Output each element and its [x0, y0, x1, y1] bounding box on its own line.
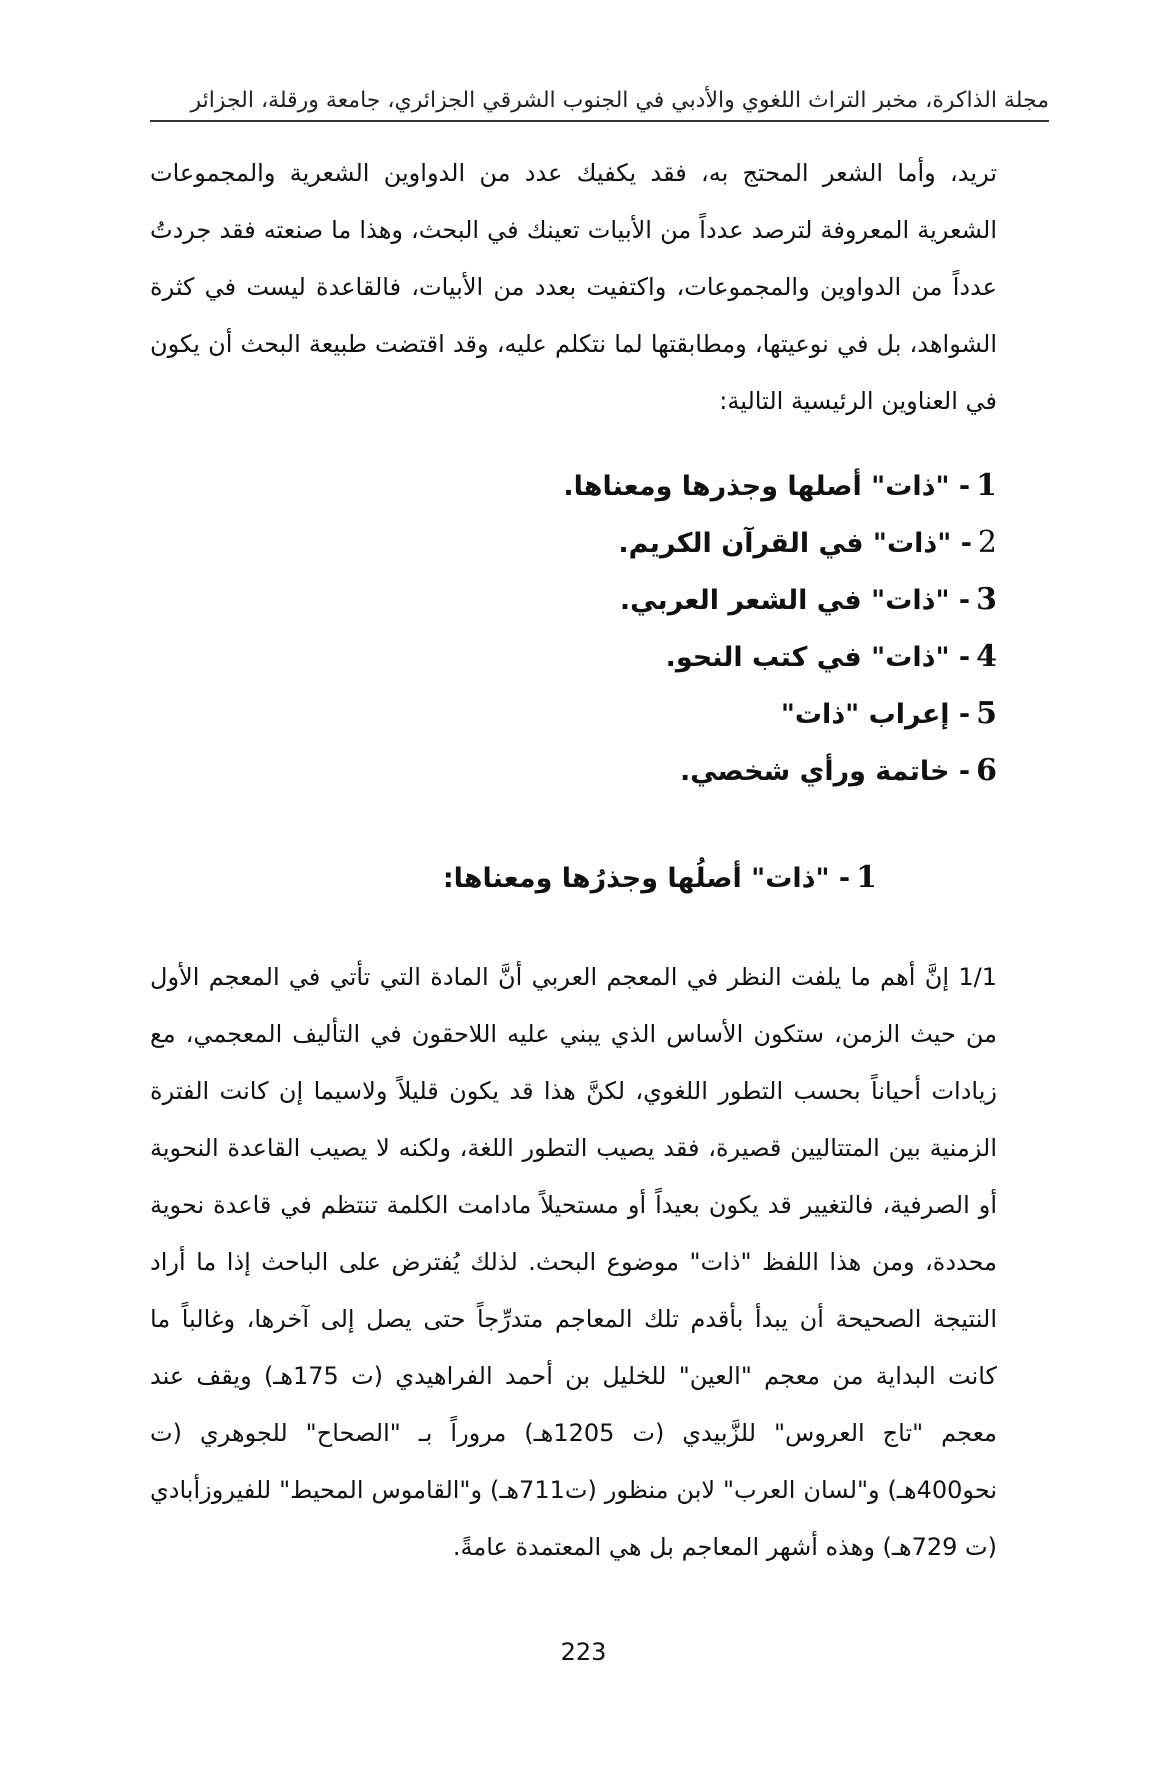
- page-number: 223: [560, 1638, 607, 1666]
- outline-item-number: 4: [976, 639, 997, 674]
- outline-item-text: - "ذات" في كتب النحو.: [665, 642, 971, 673]
- outline-item: [150, 458, 997, 515]
- outline-item-number: 1: [976, 468, 997, 503]
- outline-item-text: - "ذات" في القرآن الكريم.: [618, 528, 972, 559]
- outline-item: [150, 515, 997, 572]
- outline-item-number: 3: [976, 582, 997, 617]
- section-heading-text: - "ذات" أصلُها وجذرُها ومعناها:: [442, 863, 851, 894]
- outline-item-text: - "ذات" أصلها وجذرها ومعناها.: [563, 471, 971, 502]
- section-heading-number: 1: [856, 860, 877, 895]
- outline-item-text: - إعراب "ذات": [780, 699, 971, 730]
- running-header: مجلة الذاكرة، مخبر التراث اللغوي والأدبي في الجنوب الشرقي الجزائري، جامعة ورقلة، الجزائر: [150, 86, 1049, 122]
- outline-item: [150, 629, 997, 686]
- intro-paragraph: تريد، وأما الشعر المحتج به، فقد يكفيك عدد من الدواوين الشعرية والمجموعات الشعرية المعروفة لترصد عدداً من الأبيات تعينك في البحث، وهذا ما صنعته فقد جردتُ عدداً من الدواوين والمجموعات، واكتفيت بعدد من الأبيات، فالقاعدة ليست في كثرة الشواهد، بل في نوعيتها، ومطابقتها لما نتكلم عليه، وقد اقتضت طبيعة البحث أن يكون في العناوين الرئيسية التالية:: [150, 159, 997, 415]
- outline-item: [150, 743, 997, 800]
- outline-item: [150, 572, 997, 629]
- outline-item: [150, 686, 997, 743]
- outline-item-number: 6: [976, 753, 997, 788]
- outline-item-text: - خاتمة ورأي شخصي.: [679, 756, 971, 787]
- outline-item-number: 5: [976, 696, 997, 731]
- body-paragraph: 1/1 إنَّ أهم ما يلفت النظر في المعجم العربي أنَّ المادة التي تأتي في المعجم الأول من حيث الزمن، ستكون الأساس الذي يبني عليه اللاحقون في التأليف المعجمي، مع زيادات أحياناً بحسب التطور اللغوي، لكنَّ هذا قد يكون قليلاً ولاسيما إن كانت الفترة الزمنية بين المتتاليين قصيرة، فقد يصيب التطور اللغة، ولكنه لا يصيب القاعدة النحوية أو الصرفية، فالتغيير قد يكون بعيداً أو مستحيلاً مادامت الكلمة تنتظم في قاعدة نحوية محددة، ومن هذا اللفظ "ذات" موضوع البحث. لذلك يُفترض على الباحث إذا ما أراد النتيجة الصحيحة أن يبدأ بأقدم تلك المعاجم متدرِّجاً حتى يصل إلى آخرها، وغالباً ما كانت البداية من معجم "العين" للخليل بن أحمد الفراهيدي (ت 175هـ) ويقف عند معجم "تاج العروس" للزَّبيدي (ت 1205هـ) مروراً بـ "الصحاح" للجوهري (ت نحو400هـ) و"لسان العرب" لابن منظور (ت711هـ) و"القاموس المحيط" للفيروزأبادي (ت 729هـ) وهذه أشهر المعاجم بل هي المعتمدة عامةً.: [150, 963, 997, 1561]
- outline-item-text: - "ذات" في الشعر العربي.: [619, 585, 971, 616]
- outline-item-number: 2: [977, 525, 997, 560]
- outline-list: [150, 458, 997, 800]
- page-content: [150, 145, 997, 1576]
- section-heading: [150, 848, 997, 909]
